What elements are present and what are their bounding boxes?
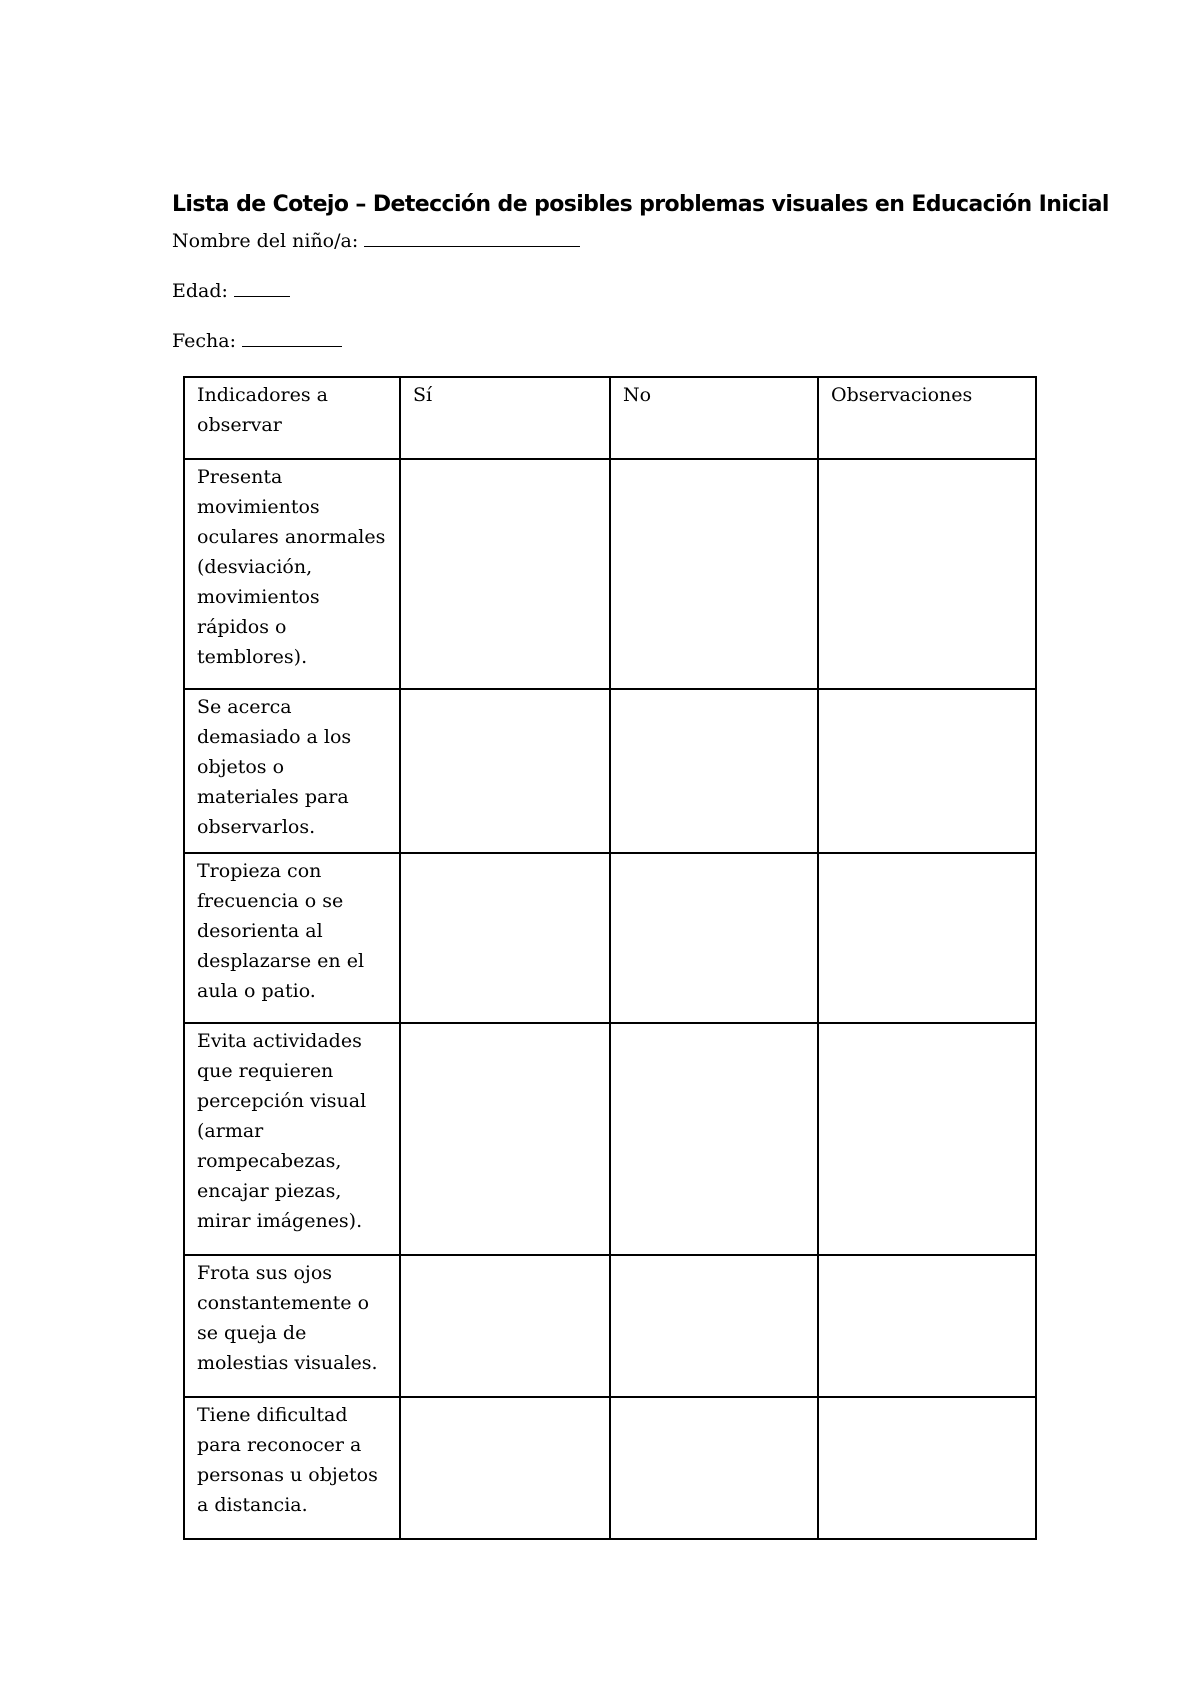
table-row (184, 1255, 1036, 1397)
date-field (172, 328, 342, 352)
age-field (172, 278, 290, 302)
date-blank-line[interactable] (242, 328, 342, 347)
si-cell[interactable] (400, 1255, 610, 1397)
indicator-cell: Se acerca demasiado a los objetos o materiales para observarlos. (184, 689, 400, 853)
table-row (184, 853, 1036, 1023)
age-label: Edad: (172, 280, 228, 302)
no-cell[interactable] (610, 853, 818, 1023)
table-row (184, 1023, 1036, 1255)
child-name-blank-line[interactable] (364, 228, 580, 247)
observaciones-cell[interactable] (818, 1023, 1036, 1255)
no-cell[interactable] (610, 689, 818, 853)
document-title: Lista de Cotejo – Detección de posibles problemas visuales en Educación Inicial (172, 192, 1109, 217)
si-cell[interactable] (400, 459, 610, 689)
table-row (184, 459, 1036, 689)
si-cell[interactable] (400, 689, 610, 853)
header-observaciones: Observaciones (818, 377, 1036, 459)
si-cell[interactable] (400, 1397, 610, 1539)
observaciones-cell[interactable] (818, 853, 1036, 1023)
table-row (184, 689, 1036, 853)
header-si: Sí (400, 377, 610, 459)
indicator-cell: Frota sus ojos constantemente o se queja de molestias visuales. (184, 1255, 400, 1397)
child-name-label: Nombre del niño/a: (172, 230, 359, 252)
si-cell[interactable] (400, 1023, 610, 1255)
age-blank-line[interactable] (234, 278, 290, 297)
checklist-table (183, 376, 1037, 1540)
si-cell[interactable] (400, 853, 610, 1023)
indicator-cell: Evita actividades que requieren percepción visual (armar rompecabezas, encajar piezas, mirar imágenes). (184, 1023, 400, 1255)
header-indicators: Indicadores a observar (184, 377, 400, 459)
no-cell[interactable] (610, 1023, 818, 1255)
no-cell[interactable] (610, 1397, 818, 1539)
observaciones-cell[interactable] (818, 1397, 1036, 1539)
no-cell[interactable] (610, 1255, 818, 1397)
observaciones-cell[interactable] (818, 459, 1036, 689)
header-no: No (610, 377, 818, 459)
child-name-field (172, 228, 580, 252)
indicator-cell: Tropieza con frecuencia o se desorienta al desplazarse en el aula o patio. (184, 853, 400, 1023)
table-header-row (184, 377, 1036, 459)
table-row (184, 1397, 1036, 1539)
indicator-cell: Tiene dificultad para reconocer a personas u objetos a distancia. (184, 1397, 400, 1539)
indicator-cell: Presenta movimientos oculares anormales (desviación, movimientos rápidos o temblores). (184, 459, 400, 689)
observaciones-cell[interactable] (818, 689, 1036, 853)
observaciones-cell[interactable] (818, 1255, 1036, 1397)
date-label: Fecha: (172, 330, 236, 352)
no-cell[interactable] (610, 459, 818, 689)
